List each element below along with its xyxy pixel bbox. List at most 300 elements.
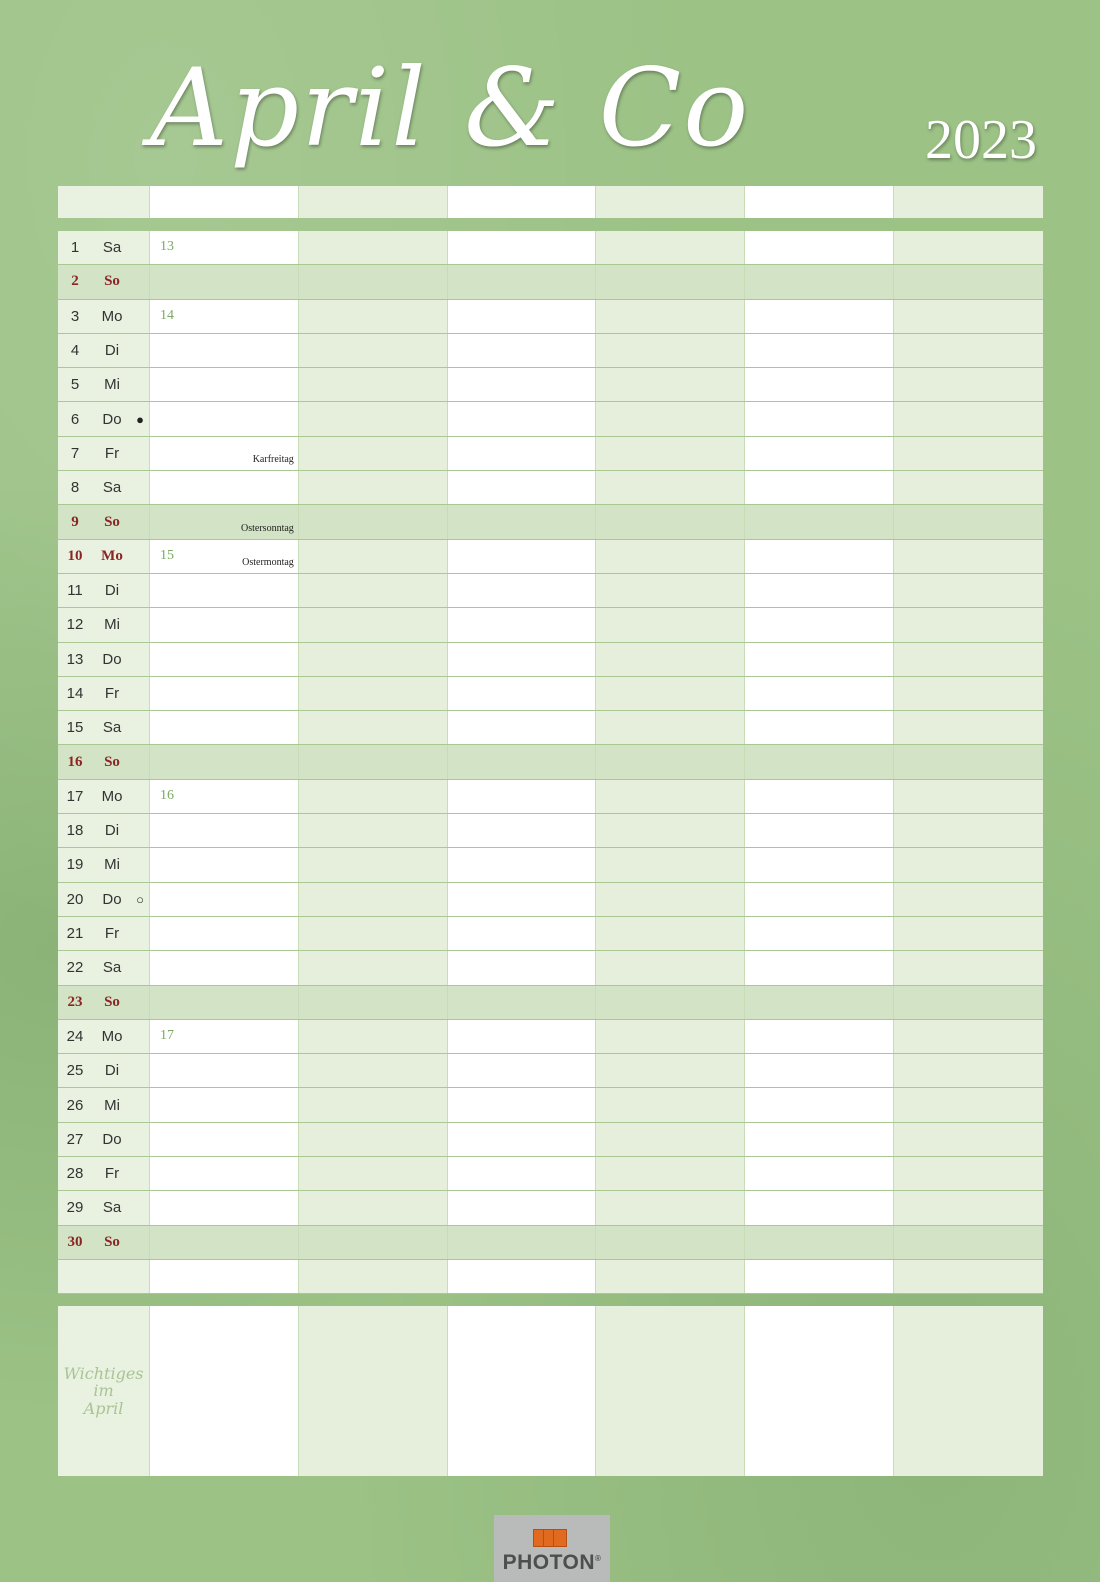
- day-row: [58, 1123, 1043, 1157]
- notes-cell[interactable]: [745, 1306, 894, 1476]
- entry-cell[interactable]: [745, 917, 894, 950]
- entry-cell[interactable]: [448, 505, 597, 538]
- day-number: 9: [71, 513, 79, 530]
- entry-cell[interactable]: [299, 540, 448, 573]
- entry-cell[interactable]: [894, 368, 1043, 401]
- entry-cell[interactable]: [894, 1191, 1043, 1224]
- entry-cell[interactable]: [299, 471, 448, 504]
- entry-cell[interactable]: [745, 1226, 894, 1259]
- entry-cell[interactable]: [299, 745, 448, 778]
- entry-cell[interactable]: [894, 677, 1043, 710]
- entry-cell[interactable]: [299, 848, 448, 881]
- entry-cell[interactable]: [150, 300, 299, 333]
- entry-cell[interactable]: [745, 1054, 894, 1087]
- entry-cell[interactable]: [894, 1054, 1043, 1087]
- entry-cell[interactable]: [596, 608, 745, 641]
- photon-logo: [494, 1515, 610, 1582]
- entry-cell[interactable]: [150, 1226, 299, 1259]
- entry-cell[interactable]: [299, 883, 448, 916]
- entry-cell[interactable]: [894, 917, 1043, 950]
- entry-cell[interactable]: [745, 574, 894, 607]
- entry-cell[interactable]: [448, 471, 597, 504]
- entry-cell[interactable]: [596, 437, 745, 470]
- day-row: [58, 402, 1043, 436]
- entry-cell[interactable]: [150, 1123, 299, 1156]
- entry-cell[interactable]: [299, 334, 448, 367]
- day-number: 19: [66, 856, 84, 874]
- day-row: [58, 711, 1043, 745]
- day-row: [58, 1054, 1043, 1088]
- day-number: 1: [70, 239, 80, 257]
- entry-cell[interactable]: [894, 1088, 1043, 1121]
- entry-cell[interactable]: [299, 368, 448, 401]
- entry-cell[interactable]: [299, 814, 448, 847]
- entry-cell[interactable]: [448, 437, 597, 470]
- entry-cell[interactable]: [150, 951, 299, 984]
- date-cell: [58, 848, 150, 881]
- entry-cell[interactable]: [894, 300, 1043, 333]
- entry-cell[interactable]: [150, 745, 299, 778]
- entry-cell[interactable]: [745, 780, 894, 813]
- entry-cell[interactable]: [745, 608, 894, 641]
- day-row: [58, 368, 1043, 402]
- day-row: [58, 1020, 1043, 1054]
- date-cell: [58, 1226, 150, 1259]
- moon-phase-icon: ●: [136, 411, 144, 427]
- entry-cell[interactable]: [894, 1157, 1043, 1190]
- entry-cell[interactable]: [894, 1260, 1043, 1293]
- date-cell: [58, 437, 150, 470]
- date-cell: [58, 677, 150, 710]
- day-row: [58, 745, 1043, 779]
- entry-cell[interactable]: [448, 1191, 597, 1224]
- day-name: Do: [102, 890, 122, 908]
- entry-cell[interactable]: [745, 231, 894, 264]
- entry-cell[interactable]: [894, 402, 1043, 435]
- moon-phase-icon: ○: [136, 891, 144, 907]
- entry-cell[interactable]: [596, 300, 745, 333]
- entry-cell[interactable]: [448, 1123, 597, 1156]
- day-number: 15: [66, 719, 84, 737]
- entry-cell[interactable]: [299, 1191, 448, 1224]
- entry-cell[interactable]: [596, 1088, 745, 1121]
- notes-label-line: im: [93, 1381, 114, 1401]
- day-name: Sa: [102, 239, 122, 257]
- entry-cell[interactable]: [894, 265, 1043, 298]
- entry-cell[interactable]: [894, 643, 1043, 676]
- entry-cell[interactable]: [745, 1191, 894, 1224]
- entry-cell[interactable]: [150, 986, 299, 1019]
- date-cell: [58, 540, 150, 573]
- entry-cell[interactable]: [150, 848, 299, 881]
- entry-cell[interactable]: [150, 265, 299, 298]
- entry-cell[interactable]: [596, 814, 745, 847]
- entry-cell[interactable]: [150, 437, 299, 470]
- entry-cell[interactable]: [448, 917, 597, 950]
- entry-cell[interactable]: [299, 986, 448, 1019]
- day-name: Sa: [102, 1199, 122, 1217]
- entry-cell[interactable]: [448, 608, 597, 641]
- entry-cell[interactable]: [448, 231, 597, 264]
- entry-cell[interactable]: [596, 231, 745, 264]
- day-number: 6: [70, 410, 80, 428]
- calendar-title: April & Co: [150, 46, 751, 171]
- day-name: Do: [102, 650, 122, 668]
- entry-cell[interactable]: [894, 1226, 1043, 1259]
- entry-cell[interactable]: [596, 951, 745, 984]
- entry-cell[interactable]: [448, 745, 597, 778]
- day-row: [58, 1088, 1043, 1122]
- day-number: 3: [70, 307, 80, 325]
- entry-cell[interactable]: [745, 1123, 894, 1156]
- entry-cell[interactable]: [745, 505, 894, 538]
- entry-cell[interactable]: [745, 1260, 894, 1293]
- holiday-label: Ostersonntag: [241, 522, 294, 534]
- entry-cell[interactable]: [745, 1157, 894, 1190]
- entry-cell[interactable]: [299, 917, 448, 950]
- day-name: So: [104, 513, 120, 530]
- day-name: Do: [102, 1130, 122, 1148]
- day-number: 21: [66, 925, 84, 943]
- entry-cell[interactable]: [448, 334, 597, 367]
- entry-cell[interactable]: [299, 1123, 448, 1156]
- entry-cell[interactable]: [299, 574, 448, 607]
- entry-cell[interactable]: [299, 1157, 448, 1190]
- entry-cell[interactable]: [448, 300, 597, 333]
- entry-cell[interactable]: [299, 505, 448, 538]
- entry-cell[interactable]: [448, 1088, 597, 1121]
- day-number: 22: [66, 959, 84, 977]
- entry-cell[interactable]: [745, 814, 894, 847]
- day-row: [58, 540, 1043, 574]
- entry-cell[interactable]: [894, 437, 1043, 470]
- day-name: Do: [102, 410, 122, 428]
- header-column[interactable]: [894, 186, 1043, 218]
- day-name: Di: [104, 822, 120, 840]
- date-cell: [58, 780, 150, 813]
- calendar-year: 2023: [925, 109, 1037, 171]
- entry-cell[interactable]: [745, 986, 894, 1019]
- entry-cell[interactable]: [745, 677, 894, 710]
- entry-cell[interactable]: [745, 300, 894, 333]
- entry-cell[interactable]: [894, 574, 1043, 607]
- date-cell: [58, 574, 150, 607]
- entry-cell[interactable]: [150, 883, 299, 916]
- entry-cell[interactable]: [745, 402, 894, 435]
- date-cell: [58, 471, 150, 504]
- entry-cell[interactable]: [745, 540, 894, 573]
- date-cell: [58, 608, 150, 641]
- notes-label: [58, 1306, 150, 1476]
- entry-cell[interactable]: [894, 711, 1043, 744]
- entry-cell[interactable]: [299, 231, 448, 264]
- entry-cell[interactable]: [596, 1054, 745, 1087]
- day-row: [58, 608, 1043, 642]
- entry-cell[interactable]: [150, 1020, 299, 1053]
- entry-cell[interactable]: [745, 471, 894, 504]
- entry-cell[interactable]: [299, 1226, 448, 1259]
- entry-cell[interactable]: [150, 1191, 299, 1224]
- day-row: [58, 883, 1043, 917]
- entry-cell[interactable]: [448, 1054, 597, 1087]
- entry-cell[interactable]: [150, 471, 299, 504]
- entry-cell[interactable]: [596, 1020, 745, 1053]
- entry-cell[interactable]: [894, 608, 1043, 641]
- date-cell: [58, 505, 150, 538]
- entry-cell[interactable]: [596, 505, 745, 538]
- day-row: [58, 1260, 1043, 1294]
- day-number: 26: [66, 1096, 84, 1114]
- entry-cell[interactable]: [150, 643, 299, 676]
- day-name: Fr: [104, 1165, 120, 1183]
- day-row: [58, 231, 1043, 265]
- day-number: 23: [67, 993, 83, 1010]
- entry-cell[interactable]: [299, 300, 448, 333]
- entry-cell[interactable]: [150, 540, 299, 573]
- entry-cell[interactable]: [448, 677, 597, 710]
- entry-cell[interactable]: [150, 780, 299, 813]
- entry-cell[interactable]: [299, 677, 448, 710]
- column-header-row: [58, 186, 1043, 218]
- entry-cell[interactable]: [299, 1088, 448, 1121]
- header-column[interactable]: [596, 186, 745, 218]
- entry-cell[interactable]: [596, 986, 745, 1019]
- holiday-label: Ostermontag: [242, 556, 294, 568]
- entry-cell[interactable]: [150, 334, 299, 367]
- entry-cell[interactable]: [150, 574, 299, 607]
- entry-cell[interactable]: [299, 608, 448, 641]
- entry-cell[interactable]: [448, 951, 597, 984]
- entry-cell[interactable]: [448, 574, 597, 607]
- date-cell: [58, 917, 150, 950]
- day-name: Sa: [102, 719, 122, 737]
- entry-cell[interactable]: [745, 334, 894, 367]
- header-column[interactable]: [448, 186, 597, 218]
- entry-cell[interactable]: [596, 574, 745, 607]
- day-number: 30: [67, 1233, 83, 1250]
- entry-cell[interactable]: [894, 231, 1043, 264]
- entry-cell[interactable]: [894, 745, 1043, 778]
- day-name: So: [104, 1233, 120, 1250]
- entry-cell[interactable]: [745, 643, 894, 676]
- entry-cell[interactable]: [448, 814, 597, 847]
- entry-cell[interactable]: [596, 1123, 745, 1156]
- entry-cell[interactable]: [299, 265, 448, 298]
- entry-cell[interactable]: [894, 540, 1043, 573]
- header-column[interactable]: [150, 186, 299, 218]
- header-column[interactable]: [299, 186, 448, 218]
- logo-text: PHOTON: [502, 1551, 596, 1574]
- entry-cell[interactable]: [448, 265, 597, 298]
- day-number: 13: [66, 650, 84, 668]
- date-cell: [58, 1260, 150, 1293]
- week-number: 17: [160, 1027, 174, 1043]
- entry-cell[interactable]: [894, 1020, 1043, 1053]
- entry-cell[interactable]: [745, 1088, 894, 1121]
- entry-cell[interactable]: [745, 265, 894, 298]
- date-cell: [58, 1088, 150, 1121]
- entry-cell[interactable]: [894, 883, 1043, 916]
- notes-cell[interactable]: [894, 1306, 1043, 1476]
- entry-cell[interactable]: [448, 368, 597, 401]
- entry-cell[interactable]: [894, 1123, 1043, 1156]
- entry-cell[interactable]: [894, 471, 1043, 504]
- entry-cell[interactable]: [299, 437, 448, 470]
- day-row: [58, 848, 1043, 882]
- day-row: [58, 917, 1043, 951]
- day-name: So: [104, 753, 120, 770]
- entry-cell[interactable]: [299, 711, 448, 744]
- day-row: [58, 780, 1043, 814]
- entry-cell[interactable]: [745, 711, 894, 744]
- date-cell: [58, 1054, 150, 1087]
- notes-cell[interactable]: [150, 1306, 299, 1476]
- day-number: 4: [70, 342, 80, 360]
- entry-cell[interactable]: [150, 711, 299, 744]
- day-number: 12: [66, 616, 84, 634]
- date-cell: [58, 1191, 150, 1224]
- entry-cell[interactable]: [596, 1226, 745, 1259]
- entry-cell[interactable]: [596, 1157, 745, 1190]
- entry-cell[interactable]: [150, 917, 299, 950]
- entry-cell[interactable]: [299, 1054, 448, 1087]
- entry-cell[interactable]: [299, 1020, 448, 1053]
- entry-cell[interactable]: [596, 643, 745, 676]
- day-number: 18: [66, 822, 84, 840]
- date-cell: [58, 300, 150, 333]
- date-cell: [58, 402, 150, 435]
- entry-cell[interactable]: [596, 883, 745, 916]
- entry-cell[interactable]: [596, 917, 745, 950]
- entry-cell[interactable]: [745, 883, 894, 916]
- day-name: Fr: [104, 444, 120, 462]
- entry-cell[interactable]: [448, 883, 597, 916]
- entry-cell[interactable]: [596, 677, 745, 710]
- day-number: 11: [67, 582, 83, 600]
- entry-cell[interactable]: [299, 951, 448, 984]
- entry-cell[interactable]: [299, 643, 448, 676]
- day-number: 17: [66, 787, 84, 805]
- entry-cell[interactable]: [150, 402, 299, 435]
- entry-cell[interactable]: [299, 402, 448, 435]
- logo-mark-icon: [537, 1529, 567, 1547]
- entry-cell[interactable]: [596, 402, 745, 435]
- entry-cell[interactable]: [150, 1054, 299, 1087]
- entry-cell[interactable]: [448, 848, 597, 881]
- entry-cell[interactable]: [596, 265, 745, 298]
- date-cell: [58, 1157, 150, 1190]
- date-cell: [58, 814, 150, 847]
- entry-cell[interactable]: [448, 986, 597, 1019]
- entry-cell[interactable]: [894, 334, 1043, 367]
- entry-cell[interactable]: [448, 1226, 597, 1259]
- entry-cell[interactable]: [448, 540, 597, 573]
- day-row: [58, 265, 1043, 299]
- entry-cell[interactable]: [150, 814, 299, 847]
- holiday-label: Karfreitag: [252, 454, 294, 466]
- day-number: 10: [67, 547, 83, 564]
- entry-cell[interactable]: [448, 643, 597, 676]
- day-number: 29: [66, 1199, 84, 1217]
- entry-cell[interactable]: [150, 505, 299, 538]
- entry-cell[interactable]: [745, 437, 894, 470]
- day-row: [58, 1226, 1043, 1260]
- entry-cell[interactable]: [150, 608, 299, 641]
- entry-cell[interactable]: [596, 334, 745, 367]
- day-row: [58, 471, 1043, 505]
- entry-cell[interactable]: [745, 1020, 894, 1053]
- date-cell: [58, 231, 150, 264]
- entry-cell[interactable]: [596, 1191, 745, 1224]
- entry-cell[interactable]: [150, 677, 299, 710]
- day-row: [58, 814, 1043, 848]
- entry-cell[interactable]: [150, 1260, 299, 1293]
- entry-cell[interactable]: [745, 848, 894, 881]
- day-row: [58, 986, 1043, 1020]
- day-row: [58, 1157, 1043, 1191]
- entry-cell[interactable]: [894, 848, 1043, 881]
- entry-cell[interactable]: [596, 1260, 745, 1293]
- day-name: So: [104, 273, 120, 290]
- notes-label-line: April: [83, 1398, 124, 1418]
- entry-cell[interactable]: [150, 231, 299, 264]
- entry-cell[interactable]: [299, 1260, 448, 1293]
- entry-cell[interactable]: [448, 1157, 597, 1190]
- calendar-grid: [58, 231, 1043, 1294]
- day-name: Sa: [102, 479, 122, 497]
- entry-cell[interactable]: [150, 1157, 299, 1190]
- day-name: Mi: [104, 1096, 120, 1114]
- entry-cell[interactable]: [596, 780, 745, 813]
- entry-cell[interactable]: [299, 780, 448, 813]
- entry-cell[interactable]: [745, 368, 894, 401]
- entry-cell[interactable]: [894, 505, 1043, 538]
- entry-cell[interactable]: [596, 711, 745, 744]
- entry-cell[interactable]: [894, 780, 1043, 813]
- entry-cell[interactable]: [596, 540, 745, 573]
- day-name: Fr: [104, 925, 120, 943]
- day-row: [58, 1191, 1043, 1225]
- date-cell: [58, 951, 150, 984]
- date-cell: [58, 986, 150, 1019]
- entry-cell[interactable]: [745, 951, 894, 984]
- entry-cell[interactable]: [894, 951, 1043, 984]
- notes-cell[interactable]: [448, 1306, 597, 1476]
- entry-cell[interactable]: [596, 471, 745, 504]
- entry-cell[interactable]: [150, 368, 299, 401]
- entry-cell[interactable]: [150, 1088, 299, 1121]
- day-name: Di: [104, 342, 120, 360]
- day-number: 14: [66, 685, 84, 702]
- notes-cell[interactable]: [596, 1306, 745, 1476]
- entry-cell[interactable]: [596, 368, 745, 401]
- notes-section: [58, 1306, 1043, 1476]
- entry-cell[interactable]: [596, 745, 745, 778]
- notes-cell[interactable]: [299, 1306, 448, 1476]
- entry-cell[interactable]: [448, 1260, 597, 1293]
- week-number: 14: [160, 307, 174, 323]
- entry-cell[interactable]: [596, 848, 745, 881]
- entry-cell[interactable]: [448, 780, 597, 813]
- entry-cell[interactable]: [745, 745, 894, 778]
- day-name: Mi: [104, 376, 120, 394]
- entry-cell[interactable]: [448, 1020, 597, 1053]
- entry-cell[interactable]: [894, 986, 1043, 1019]
- header-column[interactable]: [745, 186, 894, 218]
- entry-cell[interactable]: [448, 711, 597, 744]
- entry-cell[interactable]: [894, 814, 1043, 847]
- entry-cell[interactable]: [448, 402, 597, 435]
